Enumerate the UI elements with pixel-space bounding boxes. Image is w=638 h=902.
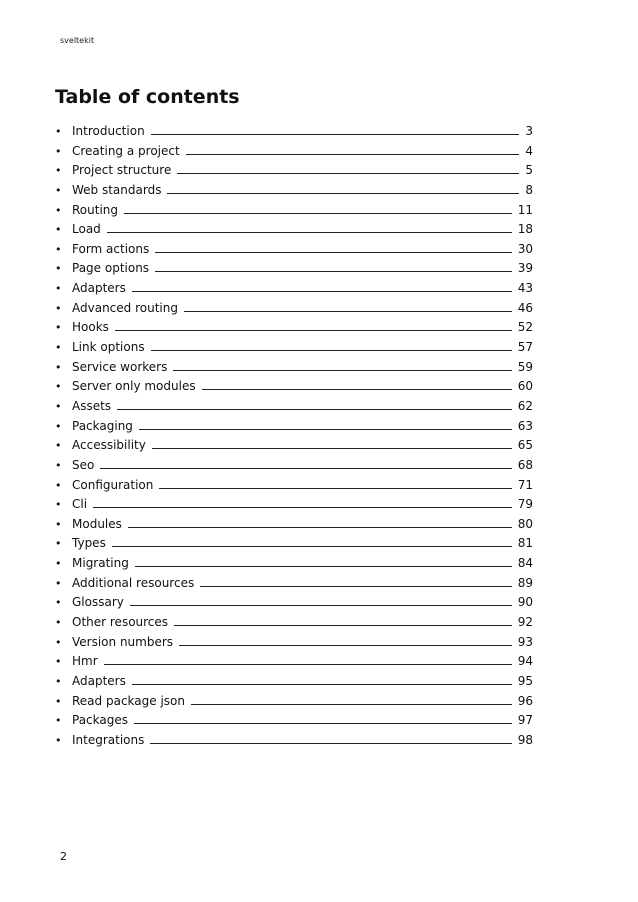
- toc-entry[interactable]: [55, 220, 533, 240]
- toc-entry[interactable]: [55, 476, 533, 496]
- dot-leader: [124, 212, 512, 214]
- toc-entry-title[interactable]: Hooks: [72, 320, 109, 335]
- toc-entry[interactable]: [55, 299, 533, 319]
- toc-entry-page[interactable]: 57: [517, 340, 533, 355]
- dot-leader: [202, 388, 512, 390]
- bullet-icon: •: [55, 733, 62, 747]
- dot-leader: [132, 683, 512, 685]
- bullet-icon: •: [55, 301, 62, 315]
- toc-entry[interactable]: [55, 142, 533, 162]
- toc-entry-title[interactable]: Web standards: [72, 182, 162, 197]
- toc-entry[interactable]: [55, 593, 533, 613]
- dot-leader: [191, 703, 512, 705]
- toc-entry-page[interactable]: 52: [517, 320, 533, 335]
- bullet-icon: •: [55, 517, 62, 531]
- bullet-icon: •: [55, 714, 62, 728]
- dot-leader: [115, 329, 512, 331]
- toc-entry-page[interactable]: 71: [517, 477, 533, 492]
- toc-entry-title[interactable]: Version numbers: [72, 634, 174, 649]
- toc-entry-title[interactable]: Project structure: [72, 163, 172, 178]
- toc-entry[interactable]: [55, 652, 533, 672]
- toc-entry-page[interactable]: 3: [525, 124, 533, 138]
- toc-entry-title[interactable]: Advanced routing: [72, 300, 178, 315]
- toc-entry-page[interactable]: 65: [517, 438, 533, 453]
- toc-entry[interactable]: [55, 711, 533, 731]
- bullet-icon: •: [55, 125, 62, 138]
- dot-leader: [200, 585, 512, 587]
- toc-entry-page[interactable]: 84: [517, 556, 533, 571]
- toc-entry-page[interactable]: 93: [517, 634, 533, 649]
- toc-entry-page[interactable]: 80: [517, 516, 533, 531]
- toc-entry-page[interactable]: 96: [517, 693, 533, 708]
- toc-entry-page[interactable]: 30: [517, 241, 533, 256]
- toc-entry-page[interactable]: 46: [517, 300, 533, 315]
- toc-entry-page[interactable]: 95: [517, 673, 533, 688]
- bullet-icon: •: [55, 399, 62, 413]
- toc-entry[interactable]: [55, 259, 533, 279]
- dot-leader: [184, 310, 512, 312]
- dot-leader: [155, 270, 512, 272]
- bullet-icon: •: [55, 537, 62, 551]
- toc-entry-title[interactable]: Introduction: [72, 124, 145, 138]
- toc-entry-page[interactable]: 43: [517, 281, 533, 296]
- dot-leader: [150, 742, 511, 744]
- dot-leader: [152, 447, 512, 449]
- bullet-icon: •: [55, 223, 62, 237]
- toc-entry-title[interactable]: Form actions: [72, 241, 150, 256]
- toc-entry[interactable]: [55, 240, 533, 260]
- toc-entry[interactable]: [55, 161, 533, 181]
- toc-entry-title[interactable]: Creating a project: [72, 143, 180, 158]
- toc-entry-title[interactable]: Additional resources: [72, 575, 195, 590]
- dot-leader: [151, 349, 512, 351]
- bullet-icon: •: [55, 616, 62, 630]
- toc-entry[interactable]: [55, 436, 533, 456]
- toc-entry-title[interactable]: Server only modules: [72, 379, 196, 394]
- bullet-icon: •: [55, 164, 62, 178]
- bullet-icon: •: [55, 341, 62, 355]
- toc-entry-title[interactable]: Accessibility: [72, 438, 146, 453]
- toc-entry-title[interactable]: Routing: [72, 202, 119, 217]
- toc-entry-title[interactable]: Modules: [72, 516, 122, 531]
- bullet-icon: •: [55, 203, 62, 217]
- dot-leader: [112, 545, 512, 547]
- toc-entry[interactable]: [55, 358, 533, 378]
- toc-entry-title[interactable]: Glossary: [72, 595, 124, 610]
- toc-entry-page[interactable]: 60: [517, 379, 533, 394]
- toc-entry-title[interactable]: Service workers: [72, 359, 168, 374]
- toc-entry-page[interactable]: 11: [517, 202, 533, 217]
- toc-entry-page[interactable]: 97: [517, 713, 533, 728]
- toc-entry-title[interactable]: Integrations: [72, 732, 145, 747]
- bullet-icon: •: [55, 419, 62, 433]
- toc-entry-title[interactable]: Configuration: [72, 477, 154, 492]
- toc-entry-title[interactable]: Adapters: [72, 673, 126, 688]
- page-number: 2: [60, 850, 67, 863]
- toc-entry-page[interactable]: 98: [517, 732, 533, 747]
- bullet-icon: •: [55, 694, 62, 708]
- toc-entry[interactable]: [55, 397, 533, 417]
- dot-leader: [151, 133, 520, 135]
- bullet-icon: •: [55, 439, 62, 453]
- toc-entry[interactable]: [55, 338, 533, 358]
- dot-leader: [177, 172, 519, 174]
- toc-entry-title[interactable]: Other resources: [72, 615, 169, 630]
- toc-entry-title[interactable]: Seo: [72, 457, 95, 472]
- toc-entry[interactable]: [55, 181, 533, 201]
- toc-entry[interactable]: [55, 515, 533, 535]
- toc-entry-title[interactable]: Cli: [72, 497, 88, 512]
- toc-entry-title[interactable]: Packaging: [72, 418, 133, 433]
- bullet-icon: •: [55, 596, 62, 610]
- toc-list: [55, 122, 533, 751]
- dot-leader: [134, 722, 512, 724]
- toc-entry-page[interactable]: 63: [517, 418, 533, 433]
- toc-title: Table of contents: [55, 86, 240, 108]
- bullet-icon: •: [55, 498, 62, 512]
- toc-entry-title[interactable]: Migrating: [72, 556, 129, 571]
- bullet-icon: •: [55, 242, 62, 256]
- dot-leader: [107, 231, 512, 233]
- dot-leader: [128, 526, 512, 528]
- toc-entry-page[interactable]: 90: [517, 595, 533, 610]
- bullet-icon: •: [55, 576, 62, 590]
- toc-entry-page[interactable]: 92: [517, 615, 533, 630]
- dot-leader: [135, 565, 512, 567]
- toc-entry[interactable]: [55, 692, 533, 712]
- toc-entry[interactable]: [55, 554, 533, 574]
- dot-leader: [174, 624, 512, 626]
- bullet-icon: •: [55, 458, 62, 472]
- toc-entry[interactable]: [55, 318, 533, 338]
- toc-entry[interactable]: [55, 417, 533, 437]
- bullet-icon: •: [55, 282, 62, 296]
- toc-entry-page[interactable]: 62: [517, 398, 533, 413]
- dot-leader: [117, 408, 512, 410]
- toc-entry-title[interactable]: Read package json: [72, 693, 185, 708]
- bullet-icon: •: [55, 655, 62, 669]
- toc-entry[interactable]: [55, 613, 533, 633]
- bullet-icon: •: [55, 144, 62, 158]
- toc-entry[interactable]: [55, 201, 533, 221]
- toc-entry-title[interactable]: Adapters: [72, 281, 126, 296]
- toc-entry[interactable]: [55, 377, 533, 397]
- dot-leader: [173, 369, 511, 371]
- toc-entry-title[interactable]: Link options: [72, 340, 145, 355]
- bullet-icon: •: [55, 674, 62, 688]
- running-header: sveltekit: [60, 36, 95, 45]
- toc-entry-title[interactable]: Packages: [72, 713, 128, 728]
- toc-entry[interactable]: [55, 279, 533, 299]
- toc-entry-page[interactable]: 18: [517, 222, 533, 237]
- dot-leader: [132, 290, 512, 292]
- bullet-icon: •: [55, 321, 62, 335]
- toc-entry[interactable]: [55, 122, 533, 142]
- dot-leader: [139, 428, 512, 430]
- toc-entry-page[interactable]: 4: [525, 143, 533, 158]
- toc-entry-page[interactable]: 94: [517, 654, 533, 669]
- dot-leader: [130, 604, 512, 606]
- dot-leader: [167, 192, 519, 194]
- toc-entry-title[interactable]: Page options: [72, 261, 150, 276]
- toc-entry-title[interactable]: Load: [72, 222, 101, 237]
- dot-leader: [186, 153, 520, 155]
- dot-leader: [93, 506, 512, 508]
- toc-entry-title[interactable]: Assets: [72, 398, 112, 413]
- dot-leader: [179, 644, 512, 646]
- toc-entry[interactable]: [55, 534, 533, 554]
- dot-leader: [100, 467, 511, 469]
- bullet-icon: •: [55, 478, 62, 492]
- toc-entry[interactable]: [55, 574, 533, 594]
- dot-leader: [159, 487, 511, 489]
- toc-entry-page[interactable]: 79: [517, 497, 533, 512]
- toc-entry[interactable]: [55, 731, 533, 751]
- toc-entry-page[interactable]: 5: [525, 163, 533, 178]
- toc-entry-page[interactable]: 81: [517, 536, 533, 551]
- toc-entry-title[interactable]: Types: [72, 536, 106, 551]
- toc-entry[interactable]: [55, 495, 533, 515]
- toc-entry-page[interactable]: 89: [517, 575, 533, 590]
- bullet-icon: •: [55, 380, 62, 394]
- dot-leader: [155, 251, 511, 253]
- toc-entry-page[interactable]: 59: [517, 359, 533, 374]
- bullet-icon: •: [55, 360, 62, 374]
- toc-entry[interactable]: [55, 633, 533, 653]
- toc-entry-title[interactable]: Hmr: [72, 654, 98, 669]
- toc-entry-page[interactable]: 39: [517, 261, 533, 276]
- bullet-icon: •: [55, 635, 62, 649]
- toc-entry[interactable]: [55, 672, 533, 692]
- toc-entry[interactable]: [55, 456, 533, 476]
- toc-entry-page[interactable]: 68: [517, 457, 533, 472]
- toc-entry-page[interactable]: 8: [525, 182, 533, 197]
- dot-leader: [104, 663, 512, 665]
- bullet-icon: •: [55, 183, 62, 197]
- bullet-icon: •: [55, 557, 62, 571]
- bullet-icon: •: [55, 262, 62, 276]
